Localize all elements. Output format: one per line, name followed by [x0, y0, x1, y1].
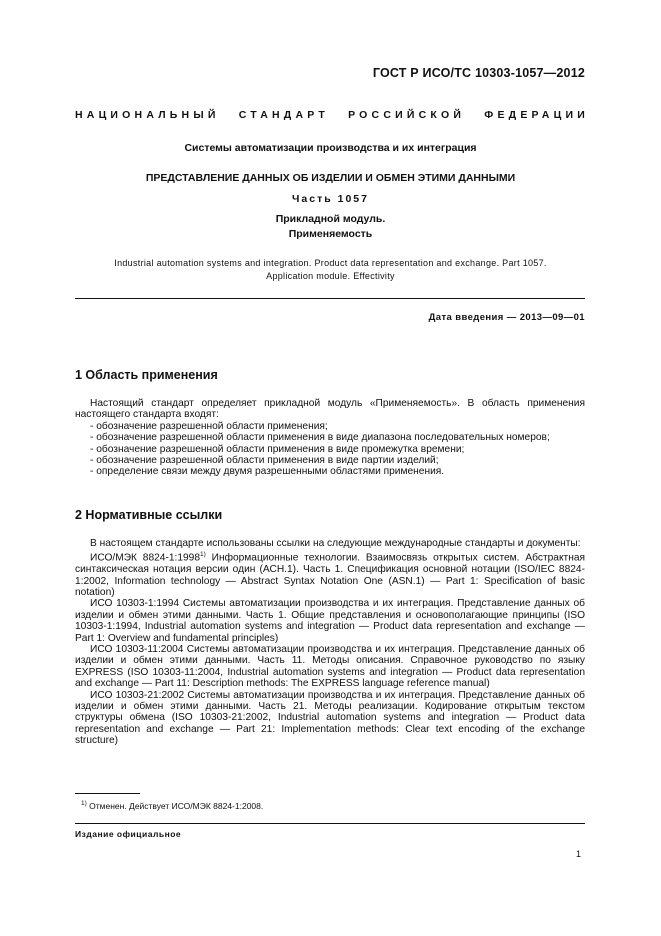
- reference-entry: ИСО 10303-21:2002 Системы автоматизации производства и их интеграция. Представление данных об изделии и обмен этими данными. Часть 21. Методы реализации. Кодирование открытым текстом структуры обмена (ISO 10303-21:2002, Industrial automation systems and integration — Product data representation and exchange — Part 21: Implementation methods: Clear text encoding of the exchange structure): [75, 689, 585, 747]
- english-title-line1: Industrial automation systems and integration. Product data representation and exchange. Part 1057.: [114, 258, 547, 268]
- section-1-intro: Настоящий стандарт определяет прикладной модуль «Применяемость». В область применения настоящего стандарта входят:: [75, 398, 585, 421]
- part-label: [60, 193, 601, 205]
- list-item: - обозначение разрешенной области применения в виде промежутка времени;: [90, 443, 465, 455]
- introduction-date: Дата введения — 2013—09—01: [428, 312, 585, 323]
- list-item: - обозначение разрешенной области применения в виде диапазона последовательных номеров;: [90, 432, 550, 444]
- module-title-line1: Прикладной модуль.: [275, 213, 386, 225]
- footnote-text: Отменен. Действует ИСО/МЭК 8824-1:2008.: [86, 800, 264, 811]
- section-1-body: [75, 398, 585, 478]
- footnote: [75, 800, 263, 811]
- document-code: ГОСТ Р ИСО/ТС 10303-1057—2012: [372, 66, 585, 80]
- list-item: - обозначение разрешенной области применения;: [90, 420, 328, 432]
- module-title: [60, 212, 601, 242]
- section-2-body: [75, 538, 585, 747]
- english-title: [60, 257, 601, 282]
- part-text: Часть 1057: [292, 193, 369, 205]
- page-number: 1: [575, 849, 581, 859]
- section-1-heading: 1 Область применения: [75, 368, 218, 382]
- national-standard-banner: [75, 109, 589, 121]
- reference-code: ИСО/МЭК 8824-1:1998: [90, 552, 201, 564]
- section-2-heading: 2 Нормативные ссылки: [75, 508, 223, 522]
- series-title: Системы автоматизации производства и их интеграция: [184, 142, 477, 154]
- publication-note: Издание официальное: [75, 829, 182, 839]
- footnote-mark: 1): [81, 800, 87, 807]
- list-item: - определение связи между двумя разрешенными областями применения.: [90, 466, 445, 478]
- footer-divider: [75, 823, 585, 824]
- section-2-intro: В настоящем стандарте использованы ссылки на следующие международные стандарты и документы:: [90, 538, 581, 549]
- reference-entry: [75, 549, 585, 598]
- banner-word: ФЕДЕРАЦИИ: [484, 109, 589, 121]
- divider: [75, 298, 585, 299]
- footnote-marker: 1): [200, 551, 206, 559]
- list-item: - обозначение разрешенной области применения в виде партии изделий;: [90, 455, 439, 467]
- footnote-divider: [75, 793, 140, 794]
- module-title-line2: Применяемость: [288, 228, 373, 240]
- english-title-line2: Application module. Effectivity: [266, 270, 395, 281]
- reference-entry: ИСО 10303-1:1994 Системы автоматизации производства и их интеграция. Представление данных об изделии и обмен этими данными. Часть 1. Общие представления и основополагающие принципы (ISO 10303-1:1994, Industrial automation systems and integration — Product data representation and exchange — Part 1: Overview and fundamental principles): [75, 598, 585, 644]
- banner-word: СТАНДАРТ: [238, 109, 329, 121]
- main-title: ПРЕДСТАВЛЕНИЕ ДАННЫХ ОБ ИЗДЕЛИИ И ОБМЕН ЭТИМИ ДАННЫМИ: [145, 172, 516, 184]
- banner-word: РОССИЙСКОЙ: [348, 109, 466, 121]
- reference-text: Информационные технологии. Взаимосвязь открытых систем. Абстрактная синтаксическая нотация версии один (АСН.1). Часть 1. Спецификация основной нотации (ISO/IEC 8824-1:2002, Information technology — Abstract Syntax Notation One (ASN.1) — Part 1: Specification of basic notation): [75, 552, 585, 599]
- banner-word: НАЦИОНАЛЬНЫЙ: [75, 109, 220, 121]
- reference-entry: ИСО 10303-11:2004 Системы автоматизации производства и их интеграция. Представление данных об изделии и обмен этими данными. Часть 11. Методы описания. Справочное руководство по языку EXPRESS (ISO 10303-11:2004, Industrial automation systems and integration — Product data representation and exchange — Part 11: Description methods: The EXPRESS language reference manual): [75, 644, 585, 690]
